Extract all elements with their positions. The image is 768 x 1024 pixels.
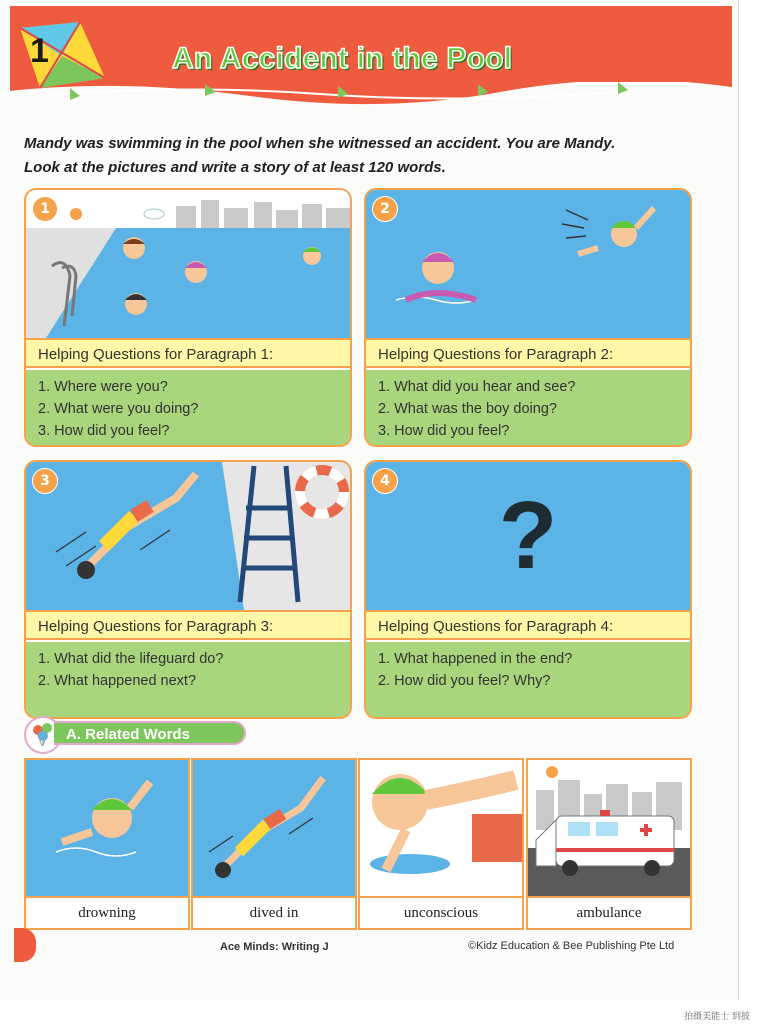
swimmer-boy-1 <box>123 237 145 259</box>
lifeguard-diving-illustration <box>26 462 350 610</box>
word-card-ambulance <box>526 758 692 930</box>
word-label: drowning <box>78 905 136 921</box>
question-item: 3. How did you feel? <box>38 423 170 439</box>
question-item: 3. How did you feel? <box>378 423 510 439</box>
kite-icon <box>10 18 115 103</box>
helping-questions-title: Helping Questions for Paragraph 3: <box>26 610 350 640</box>
related-words-label: A. Related Words <box>54 721 246 745</box>
book-title-footer: Ace Minds: Writing J <box>220 941 329 953</box>
copyright-footer: ©Kidz Education & Bee Publishing Pte Ltd <box>468 940 675 952</box>
ambulance-illustration <box>528 760 690 898</box>
panel-number-badge: 2 <box>372 196 398 222</box>
pool-swimmers-illustration <box>26 190 350 338</box>
question-item: 1. What did you hear and see? <box>378 379 576 395</box>
panel-number-badge: 3 <box>32 468 58 494</box>
scanner-stamp: 拍摄美能士 到披 <box>684 1012 750 1022</box>
unconscious-boy-illustration <box>360 760 522 898</box>
story-panel-2 <box>364 188 692 447</box>
question-item: 1. What happened in the end? <box>378 651 573 667</box>
story-panel-1 <box>24 188 352 447</box>
helping-questions-title: Helping Questions for Paragraph 1: <box>26 338 350 368</box>
question-item: 2. What was the boy doing? <box>378 401 557 417</box>
drowning-illustration <box>26 760 188 898</box>
panel-number-badge: 1 <box>32 196 58 222</box>
page-corner-tab <box>14 928 36 962</box>
intro-instructions <box>24 132 714 180</box>
intro-line-1: Mandy was swimming in the pool when she witnessed an accident. You are Mandy. <box>24 135 616 152</box>
questions-list <box>26 642 350 717</box>
intro-line-2: Look at the pictures and write a story of at least 120 words. <box>24 159 446 176</box>
mystery-panel-illustration <box>366 462 690 610</box>
word-label: dived in <box>249 905 299 921</box>
question-item: 2. What happened next? <box>38 673 197 689</box>
word-card-dived-in <box>191 758 357 930</box>
questions-list <box>366 642 690 717</box>
panel-number-badge: 4 <box>372 468 398 494</box>
question-item: 1. Where were you? <box>38 379 168 395</box>
diving-illustration <box>193 760 355 898</box>
related-words-heading <box>24 716 224 748</box>
drowning-boy-illustration <box>366 190 690 338</box>
chapter-number: 1 <box>30 32 49 70</box>
helping-questions-title: Helping Questions for Paragraph 4: <box>366 610 690 640</box>
word-card-drowning <box>24 758 190 930</box>
page-title: An Accident in the Pool <box>172 42 513 75</box>
helping-questions-title: Helping Questions for Paragraph 2: <box>366 338 690 368</box>
story-panel-4 <box>364 460 692 719</box>
questions-list <box>26 370 350 445</box>
question-item: 2. What were you doing? <box>38 401 199 417</box>
question-mark-icon: ? <box>498 482 558 589</box>
word-card-unconscious <box>358 758 524 930</box>
story-panel-3 <box>24 460 352 719</box>
word-label: ambulance <box>576 905 642 921</box>
question-item: 2. How did you feel? Why? <box>378 673 551 689</box>
word-label: unconscious <box>403 905 479 921</box>
question-item: 1. What did the lifeguard do? <box>38 651 224 667</box>
questions-list <box>366 370 690 445</box>
